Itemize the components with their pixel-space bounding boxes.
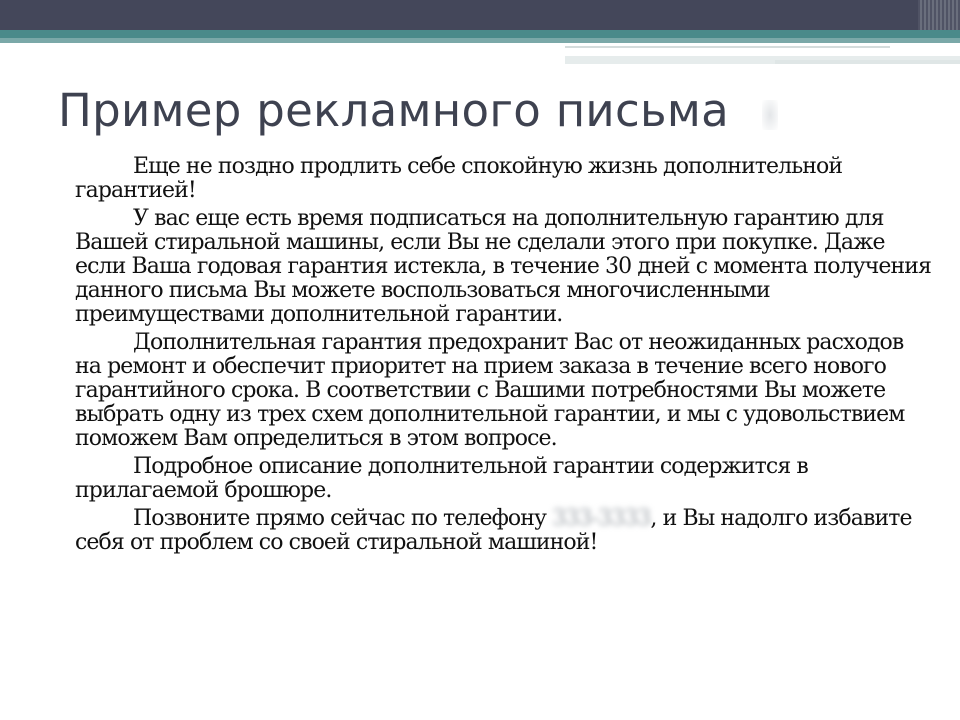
call-text-start: Позвоните прямо сейчас по телефону <box>133 506 553 531</box>
call-text-end: , и Вы надолго избавите себя от проблем со своей стиральной машиной! <box>75 506 912 555</box>
letter-body <box>75 155 935 559</box>
decorative-line <box>775 60 960 64</box>
header-band <box>0 0 960 30</box>
letter-paragraph: У вас еще есть время подписаться на дополнительную гарантию для Вашей стиральной машины, если Вы не сделали этого при покупке. Даже если Ваша годовая гарантия истекла, в течение 30 дней с момента получения данного письма Вы можете воспользоваться многочисленными преимуществами дополнительной гарантии. <box>75 206 931 327</box>
slide-title: Пример рекламного письма <box>58 84 729 137</box>
teal-accent-band <box>0 30 960 38</box>
header-band-stripes <box>918 0 960 30</box>
decorative-line <box>565 46 890 48</box>
teal-accent-band-light <box>0 38 960 43</box>
title-decoration <box>762 100 778 130</box>
letter-paragraph: Дополнительная гарантия предохранит Вас от неожиданных расходов на ремонт и обеспечит приоритет на прием заказа в течение всего нового гарантийного срока. В соответствии с Вашими потребностями Вы можете выбрать одну из трех схем дополнительной гарантии, и мы с удовольствием поможем Вам определиться в этом вопросе. <box>75 330 905 451</box>
letter-paragraph: Еще не поздно продлить себе спокойную жизнь дополнительной гарантией! <box>75 154 843 203</box>
letter-paragraph-call-to-action <box>75 507 935 555</box>
phone-number-blurred: 333-3333 <box>552 506 651 531</box>
letter-paragraph: Подробное описание дополнительной гарантии содержится в прилагаемой брошюре. <box>75 454 808 503</box>
